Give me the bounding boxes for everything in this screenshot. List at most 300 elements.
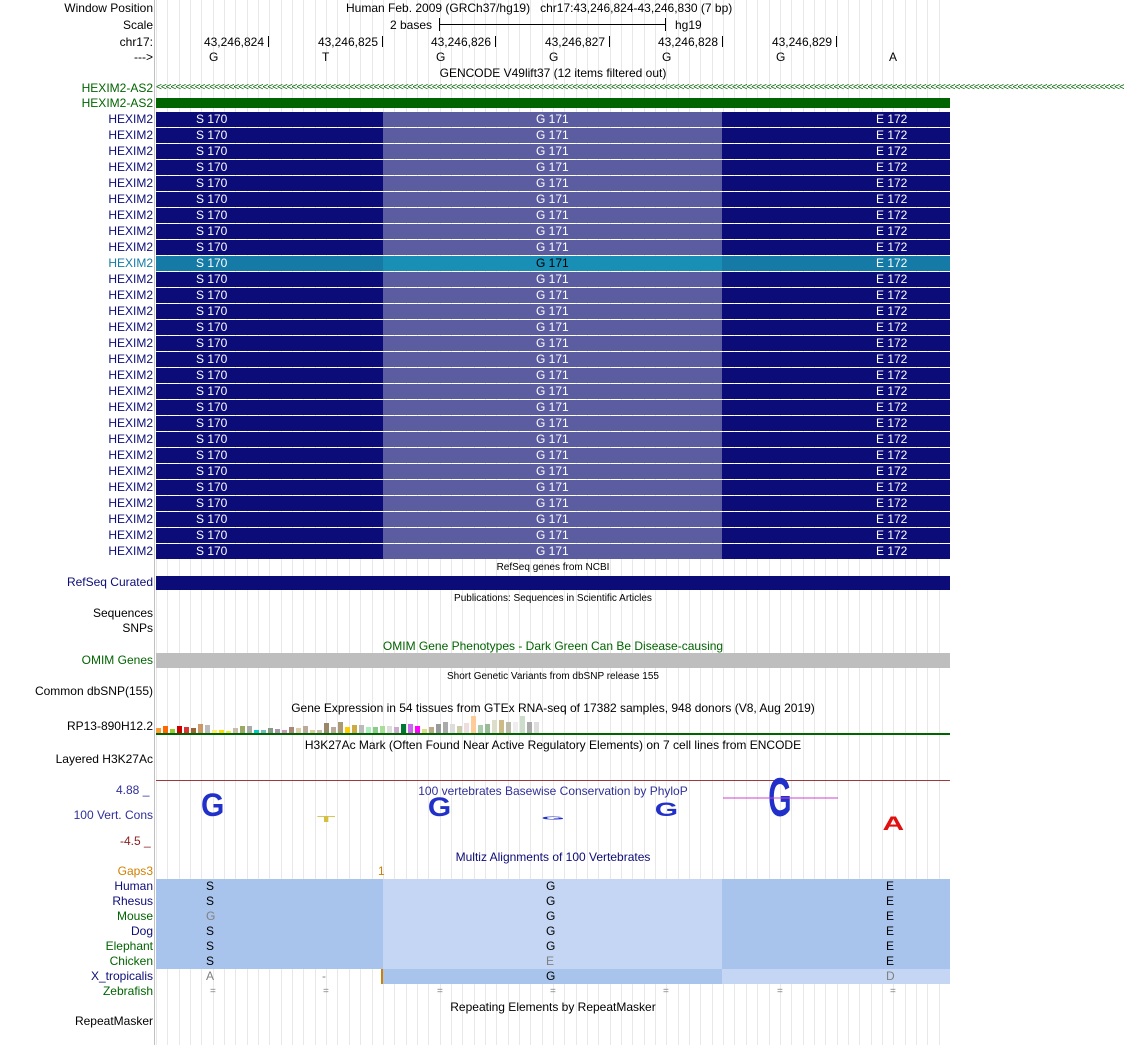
repeatmasker-track-title[interactable]: Repeating Elements by RepeatMasker [450,1000,656,1014]
hexim2-codon-segment[interactable] [156,352,383,367]
multiz-codon-block [722,909,950,924]
multiz-gaps-count: 3 [146,864,153,878]
hexim2-codon-segment[interactable] [722,144,950,159]
h3k27ac-track-title[interactable]: H3K27Ac Mark (Often Found Near Active Regulatory Elements) on 7 cell lines from ENCODE [304,738,802,752]
hexim2-codon-segment[interactable] [722,352,950,367]
hexim2-codon-segment[interactable] [156,256,383,271]
hexim2-codon-segment[interactable] [722,464,950,479]
hexim2-codon-segment[interactable] [156,544,383,559]
hexim2-row[interactable] [0,384,950,399]
gtex-tissue-bar[interactable] [485,724,490,733]
h3k27ac-track-label[interactable]: Layered H3K27Ac [55,752,153,766]
ruler-tick [495,36,496,47]
hexim2-codon-segment[interactable] [156,416,383,431]
gtex-tissue-bar[interactable] [520,716,525,733]
hexim2-amino-acid: E 172 [876,544,908,558]
hexim2-amino-acid: S 170 [196,288,228,302]
hexim2-as2-feature[interactable] [156,98,950,108]
conservation-letter[interactable]: T [316,814,336,824]
multiz-residue: E [886,924,895,938]
hexim2-row[interactable] [0,240,950,255]
hexim2-amino-acid: G 171 [536,416,569,430]
hexim2-codon-segment[interactable] [156,176,383,191]
conservation-letter[interactable]: A [882,813,905,835]
hexim2-amino-acid: S 170 [196,224,228,238]
gtex-tissue-bar[interactable] [436,724,441,733]
hexim2-row-label[interactable]: HEXIM2 [108,160,153,174]
hexim2-amino-acid: G 171 [536,224,569,238]
hexim2-codon-segment[interactable] [722,400,950,415]
hexim2-row-label[interactable]: HEXIM2 [108,112,153,126]
hexim2-codon-segment[interactable] [156,448,383,463]
hexim2-amino-acid: E 172 [876,208,908,222]
hexim2-row[interactable] [0,496,950,511]
assembly-label: hg19 [675,18,702,32]
gtex-tissue-bar[interactable] [247,726,252,733]
hexim2-amino-acid: E 172 [876,320,908,334]
hexim2-row[interactable] [0,400,950,415]
multiz-codon-block [722,969,950,984]
hexim2-row-label[interactable]: HEXIM2 [108,256,153,270]
hexim2-row[interactable] [0,160,950,175]
gtex-tissue-bar[interactable] [380,726,385,733]
hexim2-codon-segment[interactable] [722,208,950,223]
gtex-tissue-bar[interactable] [499,720,504,733]
hexim2-codon-segment[interactable] [156,192,383,207]
multiz-codon-block [722,939,950,954]
hexim2-row[interactable] [0,352,950,367]
hexim2-row-label[interactable]: HEXIM2 [108,400,153,414]
hexim2-amino-acid: E 172 [876,368,908,382]
scale-label: Scale [122,18,153,32]
multiz-residue: G [546,969,556,983]
hexim2-codon-segment[interactable] [722,288,950,303]
gtex-tissue-bar[interactable] [205,725,210,733]
hexim2-row[interactable] [0,368,950,383]
gtex-track-title[interactable]: Gene Expression in 54 tissues from GTEx RNA-seq of 17382 samples, 948 donors (V8, Aug 2019) [291,701,815,715]
hexim2-row[interactable] [0,272,950,287]
hexim2-row[interactable] [0,208,950,223]
dbsnp-track-title[interactable]: Short Genetic Variants from dbSNP release 155 [447,671,659,682]
hexim2-codon-segment[interactable] [722,176,950,191]
gtex-tissue-bar[interactable] [303,726,308,733]
conservation-letter[interactable]: G [541,815,565,821]
hexim2-codon-segment[interactable] [722,544,950,559]
hexim2-codon-segment[interactable] [722,256,950,271]
conservation-letter[interactable]: G [768,767,792,829]
h3k27ac-signal-line [156,780,950,781]
gtex-tissue-bars[interactable] [156,714,556,733]
hexim2-amino-acid: G 171 [536,240,569,254]
reference-base: T [322,50,330,64]
hexim2-codon-segment[interactable] [722,384,950,399]
hexim2-codon-segment[interactable] [722,512,950,527]
multiz-residue: E [886,894,895,908]
hexim2-amino-acid: S 170 [196,384,228,398]
multiz-species-name[interactable]: Zebrafish [102,984,153,998]
publications-snps-label[interactable]: SNPs [122,621,153,635]
gtex-tissue-bar[interactable] [359,725,364,733]
hexim2-amino-acid: S 170 [196,272,228,286]
multiz-residue: = [210,986,216,997]
hexim2-codon-segment[interactable] [722,272,950,287]
hexim2-amino-acid: G 171 [536,352,569,366]
publications-track-title[interactable]: Publications: Sequences in Scientific Articles [454,593,652,604]
hexim2-codon-segment[interactable] [722,448,950,463]
hexim2-row-label[interactable]: HEXIM2 [108,176,153,190]
hexim2-row-label[interactable]: HEXIM2 [108,240,153,254]
hexim2-amino-acid: S 170 [196,256,228,270]
hexim2-row[interactable] [0,336,950,351]
hexim2-amino-acid: S 170 [196,368,228,382]
hexim2-row[interactable] [0,416,950,431]
gencode-track-title[interactable]: GENCODE V49lift37 (12 items filtered out) [439,66,667,80]
hexim2-amino-acid: E 172 [876,528,908,542]
gtex-tissue-bar[interactable] [324,723,329,733]
hexim2-amino-acid: E 172 [876,432,908,446]
hexim2-row-label[interactable]: HEXIM2 [108,304,153,318]
hexim2-row[interactable] [0,304,950,319]
hexim2-codon-segment[interactable] [156,272,383,287]
hexim2-amino-acid: G 171 [536,192,569,206]
hexim2-codon-segment[interactable] [722,432,950,447]
hexim2-codon-segment[interactable] [156,112,383,127]
hexim2-codon-segment[interactable] [722,224,950,239]
hexim2-amino-acid: S 170 [196,352,228,366]
multiz-residue: G [546,924,556,938]
hexim2-codon-segment[interactable] [156,144,383,159]
window-position-label: Window Position [64,1,153,15]
multiz-codon-block [156,879,383,894]
multiz-residue: E [886,939,895,953]
multiz-residue: = [550,986,556,997]
gtex-gene-line [156,733,950,735]
hexim2-amino-acid: S 170 [196,128,228,142]
hexim2-amino-acid: S 170 [196,320,228,334]
hexim2-amino-acid: G 171 [536,528,569,542]
hexim2-row[interactable] [0,544,950,559]
multiz-species-row[interactable] [0,924,950,939]
hexim2-row[interactable] [0,464,950,479]
hexim2-codon-segment[interactable] [156,432,383,447]
hexim2-codon-segment[interactable] [156,288,383,303]
hexim2-codon-segment[interactable] [722,528,950,543]
hexim2-codon-segment[interactable] [156,304,383,319]
hexim2-amino-acid: E 172 [876,352,908,366]
hexim2-codon-segment[interactable] [156,480,383,495]
ruler-tick [722,36,723,47]
multiz-residue: G [206,909,216,923]
ruler-tick [382,36,383,47]
hexim2-codon-segment[interactable] [722,160,950,175]
hexim2-row[interactable] [0,448,950,463]
hexim2-row-label[interactable]: HEXIM2 [108,384,153,398]
hexim2-row-label[interactable]: HEXIM2 [108,512,153,526]
hexim2-amino-acid: G 171 [536,288,569,302]
hexim2-row[interactable] [0,176,950,191]
hexim2-amino-acid: E 172 [876,304,908,318]
refseq-track-title[interactable]: RefSeq genes from NCBI [496,562,610,573]
hexim2-amino-acid: S 170 [196,400,228,414]
hexim2-amino-acid: G 171 [536,432,569,446]
gtex-tissue-bar[interactable] [492,720,497,733]
gtex-tissue-bar[interactable] [506,722,511,733]
multiz-residue: S [206,954,215,968]
hexim2-codon-segment[interactable] [156,512,383,527]
hexim2-codon-segment[interactable] [722,240,950,255]
gtex-tissue-bar[interactable] [471,716,476,733]
hexim2-row-label[interactable]: HEXIM2 [108,352,153,366]
hexim2-amino-acid: E 172 [876,288,908,302]
multiz-species-name[interactable]: Rhesus [112,894,153,908]
gtex-tissue-bar[interactable] [240,726,245,733]
multiz-codon-block [722,894,950,909]
multiz-species-name[interactable]: Mouse [116,909,153,923]
hexim2-row-label[interactable]: HEXIM2 [108,416,153,430]
conservation-max-label: 4.88 _ [116,783,150,797]
ruler-tick [609,36,610,47]
hexim2-row-label[interactable]: HEXIM2 [108,368,153,382]
hexim2-row-label[interactable]: HEXIM2 [108,320,153,334]
hexim2-codon-segment[interactable] [722,496,950,511]
chrom-label[interactable]: chr17: [119,35,153,49]
hexim2-amino-acid: E 172 [876,496,908,510]
conservation-track-label[interactable]: 100 Vert. Cons [73,808,153,822]
hexim2-row-label[interactable]: HEXIM2 [108,528,153,542]
gtex-track-label[interactable]: RP13-890H12.2 [66,719,153,733]
hexim2-amino-acid: G 171 [536,112,569,126]
refseq-track-label[interactable]: RefSeq Curated [66,575,153,589]
omim-track-label[interactable]: OMIM Genes [81,653,153,667]
gtex-tissue-bar[interactable] [352,725,357,733]
multiz-gap-marker: 1 [378,864,385,878]
hexim2-row-label[interactable]: HEXIM2 [108,128,153,142]
hexim2-amino-acid: G 171 [536,400,569,414]
hexim2-codon-segment[interactable] [722,304,950,319]
hexim2-amino-acid: E 172 [876,448,908,462]
gtex-tissue-bar[interactable] [450,724,455,733]
hexim2-codon-segment[interactable] [156,368,383,383]
multiz-gaps-label[interactable] [118,864,153,878]
gtex-tissue-bar[interactable] [513,722,518,733]
hexim2-row[interactable] [0,528,950,543]
hexim2-row-label[interactable]: HEXIM2 [108,496,153,510]
hexim2-row-label[interactable]: HEXIM2 [108,432,153,446]
multiz-species-name[interactable]: Elephant [105,939,153,953]
hexim2-row-label[interactable]: HEXIM2 [108,208,153,222]
hexim2-row-label[interactable]: HEXIM2 [108,288,153,302]
multiz-residue: - [322,969,326,983]
hexim2-amino-acid: E 172 [876,384,908,398]
hexim2-amino-acid: G 171 [536,128,569,142]
reference-base: G [549,50,559,64]
ruler-tick [836,36,837,47]
gtex-tissue-bar[interactable] [177,726,182,733]
hexim2-amino-acid: S 170 [196,208,228,222]
gtex-tissue-bar[interactable] [534,722,539,733]
multiz-gaps-text: Gaps [117,864,147,878]
gtex-tissue-bar[interactable] [464,723,469,733]
hexim2-row[interactable] [0,192,950,207]
conservation-letter[interactable]: G [427,792,452,823]
hexim2-codon-segment[interactable] [722,480,950,495]
hexim2-row[interactable] [0,512,950,527]
hexim2-row-label[interactable]: HEXIM2 [108,448,153,462]
hexim2-row-label[interactable]: HEXIM2 [108,192,153,206]
hexim2-codon-segment[interactable] [722,336,950,351]
ruler-position: 43,246,829 [771,35,832,49]
hexim2-row-label[interactable]: HEXIM2 [108,464,153,478]
gtex-tissue-bar[interactable] [401,724,406,733]
hexim2-row-label[interactable]: HEXIM2 [108,144,153,158]
hexim2-as2-strand-arrows[interactable]: <<<<<<<<<<<<<<<<<<<<<<<<<<<<<<<<<<<<<<<<<<<<<<<<<<<<<<<<<<<<<<<<<<<<<<<<<<<<<<<<<<<<<<<<<<<<<<<<<<<<<<<<<<<<<<<<<<<<<<<<<<<<<<<<<<<<<<<<<<<<<<<<<<<<<<<<<<<<<<<<<<<<<<<<<<<<<<<<<<<<<<<<<<<<<<<<<<<<<<<< [156,82,1124,93]
gtex-tissue-bar[interactable] [415,726,420,733]
gtex-tissue-bar[interactable] [443,722,448,733]
hexim2-codon-segment[interactable] [156,160,383,175]
hexim2-codon-segment[interactable] [722,192,950,207]
ruler-position: 43,246,824 [203,35,264,49]
omim-feature[interactable] [156,653,950,668]
conservation-track-title[interactable]: 100 vertebrates Basewise Conservation by PhyloP [418,784,688,798]
hexim2-amino-acid: G 171 [536,464,569,478]
hexim2-amino-acid: S 170 [196,416,228,430]
hexim2-row[interactable] [0,112,950,127]
hexim2-codon-segment[interactable] [156,320,383,335]
hexim2-row[interactable] [0,432,950,447]
track-label-hexim2-as2-2[interactable]: HEXIM2-AS2 [81,96,153,110]
dbsnp-track-label[interactable]: Common dbSNP(155) [34,684,153,698]
refseq-feature[interactable] [156,576,950,590]
multiz-residue: S [206,894,215,908]
track-label-hexim2-as2[interactable]: HEXIM2-AS2 [81,81,153,95]
multiz-codon-block [156,924,383,939]
multiz-species-row[interactable] [0,894,950,909]
hexim2-codon-segment[interactable] [156,208,383,223]
hexim2-amino-acid: G 171 [536,304,569,318]
hexim2-amino-acid: G 171 [536,272,569,286]
hexim2-amino-acid: E 172 [876,240,908,254]
hexim2-codon-segment[interactable] [722,128,950,143]
hexim2-codon-segment[interactable] [722,368,950,383]
multiz-residue: E [886,879,895,893]
gtex-tissue-bar[interactable] [338,722,343,733]
multiz-species-name[interactable]: X_tropicalis [90,969,153,983]
omim-track-title[interactable]: OMIM Gene Phenotypes - Dark Green Can Be Disease-causing [382,639,724,653]
hexim2-amino-acid: E 172 [876,512,908,526]
publications-sequences-label[interactable]: Sequences [92,606,153,620]
multiz-residue: = [663,986,669,997]
ruler-position: 43,246,828 [657,35,718,49]
hexim2-row-label[interactable]: HEXIM2 [108,336,153,350]
hexim2-row[interactable] [0,144,950,159]
hexim2-codon-segment[interactable] [156,128,383,143]
multiz-species-name[interactable]: Human [114,879,153,893]
repeatmasker-track-label[interactable]: RepeatMasker [74,1014,153,1028]
hexim2-amino-acid: G 171 [536,512,569,526]
hexim2-amino-acid: G 171 [536,496,569,510]
multiz-species-row[interactable] [0,939,950,954]
hexim2-codon-segment[interactable] [156,384,383,399]
hexim2-codon-segment[interactable] [156,496,383,511]
multiz-residue: D [886,969,895,983]
multiz-species-row[interactable] [0,954,950,969]
multiz-residue: A [206,969,215,983]
hexim2-codon-segment[interactable] [156,464,383,479]
strand-label[interactable]: ---> [134,50,153,64]
hexim2-row[interactable] [0,224,950,239]
conservation-letter[interactable]: G [201,786,225,824]
hexim2-row-label[interactable]: HEXIM2 [108,224,153,238]
multiz-residue: G [546,879,556,893]
multiz-species-row[interactable] [0,969,950,984]
hexim2-amino-acid: E 172 [876,464,908,478]
hexim2-codon-segment[interactable] [156,528,383,543]
hexim2-codon-segment[interactable] [156,336,383,351]
hexim2-amino-acid: G 171 [536,336,569,350]
multiz-species-name[interactable]: Dog [130,924,153,938]
gtex-tissue-bar[interactable] [527,722,532,733]
hexim2-amino-acid: G 171 [536,208,569,222]
multiz-residue: G [546,894,556,908]
ruler-position: 43,246,825 [317,35,378,49]
hexim2-row-label[interactable]: HEXIM2 [108,480,153,494]
multiz-residue: G [546,939,556,953]
hexim2-row[interactable] [0,480,950,495]
hexim2-row[interactable] [0,320,950,335]
hexim2-codon-segment[interactable] [156,224,383,239]
hexim2-amino-acid: G 171 [536,384,569,398]
hexim2-codon-segment[interactable] [156,240,383,255]
multiz-species-row[interactable] [0,984,950,999]
hexim2-amino-acid: G 171 [536,448,569,462]
multiz-species-row[interactable] [0,879,950,894]
multiz-residue: = [323,986,329,997]
gtex-tissue-bar[interactable] [198,724,203,733]
multiz-residue: G [546,909,556,923]
hexim2-row[interactable] [0,288,950,303]
hexim2-codon-segment[interactable] [156,400,383,415]
hexim2-amino-acid: E 172 [876,160,908,174]
multiz-residue: E [886,954,895,968]
gtex-tissue-bar[interactable] [163,726,168,733]
multiz-species-name[interactable]: Chicken [109,954,153,968]
hexim2-amino-acid: S 170 [196,160,228,174]
hexim2-codon-segment[interactable] [722,320,950,335]
reference-base: G [209,50,219,64]
hexim2-row[interactable] [0,256,950,271]
hexim2-row[interactable] [0,128,950,143]
hexim2-codon-segment[interactable] [722,416,950,431]
window-position-value: Human Feb. 2009 (GRCh37/hg19) chr17:43,246,824-43,246,830 (7 bp) [346,1,733,15]
hexim2-amino-acid: G 171 [536,368,569,382]
gtex-tissue-bar[interactable] [457,726,462,733]
hexim2-amino-acid: E 172 [876,176,908,190]
ruler-position: 43,246,826 [430,35,491,49]
gtex-tissue-bar[interactable] [387,726,392,733]
hexim2-row-label[interactable]: HEXIM2 [108,544,153,558]
hexim2-codon-segment[interactable] [722,112,950,127]
hexim2-amino-acid: E 172 [876,272,908,286]
conservation-letter[interactable]: G [654,799,679,821]
hexim2-row-label[interactable]: HEXIM2 [108,272,153,286]
multiz-track-title[interactable]: Multiz Alignments of 100 Vertebrates [455,850,651,864]
gtex-tissue-bar[interactable] [408,724,413,733]
multiz-codon-block [156,954,383,969]
gtex-tissue-bar[interactable] [478,725,483,733]
multiz-species-row[interactable] [0,909,950,924]
hexim2-amino-acid: E 172 [876,224,908,238]
multiz-codon-block [156,894,383,909]
